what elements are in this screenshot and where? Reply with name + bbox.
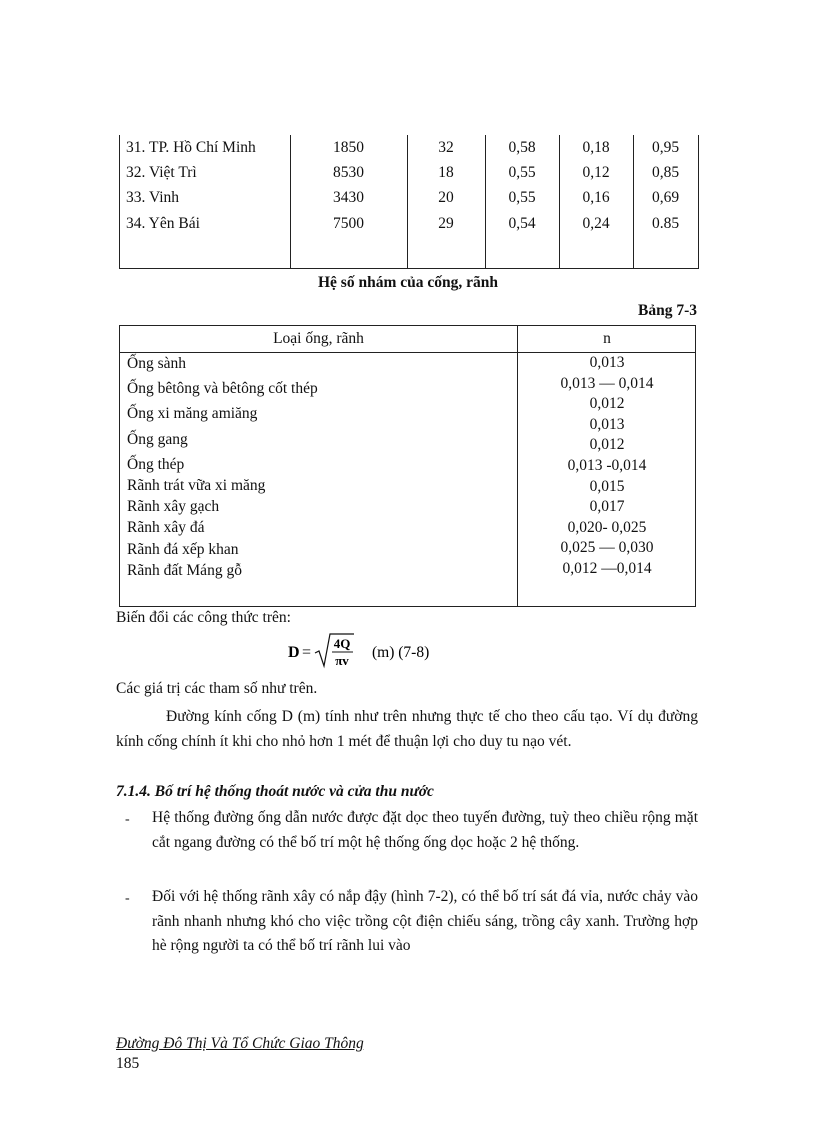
header-n: n xyxy=(603,330,611,347)
svg-text:=: = xyxy=(302,644,312,661)
list-item: Rãnh xây đá xyxy=(127,519,205,537)
formula-number: (m) (7-8) xyxy=(372,644,430,661)
city-data-table xyxy=(119,135,699,269)
bullet-paragraph-2: Đối với hệ thống rãnh xây có nắp đậy (hình 7-2), có thể bố trí sát đá vỉa, nước chảy vào rãnh nhanh nhưng khó cho việc trồng cột điện chiếu sáng, trồng cây xanh. Trường hợp hè rộng người ta có thể bố trí rãnh lui vào xyxy=(152,888,698,954)
list-item: 0,017 xyxy=(589,498,625,516)
footer-title: Đường Đô Thị Và Tổ Chức Giao Thông xyxy=(116,1035,364,1052)
formula-graphic xyxy=(288,628,458,672)
params-text: Các giá trị các tham số như trên. xyxy=(116,680,318,697)
list-item: Ống bêtông và bêtông cốt thép xyxy=(127,380,318,398)
list-item: Rãnh trát vữa xi măng xyxy=(127,476,266,494)
list-item: Ống thép xyxy=(127,455,185,473)
page-number: 185 xyxy=(116,1055,140,1072)
table-row: 34. Yên Bái 7500 29 0,54 0,24 0.85 xyxy=(126,215,680,232)
list-item: 0,012 xyxy=(589,436,625,454)
formula-numerator: 4Q xyxy=(333,636,351,651)
list-item: 0,025 — 0,030 xyxy=(560,539,654,557)
table-row: 31. TP. Hồ Chí Minh 1850 32 0,58 0,18 0,95 xyxy=(126,139,680,156)
list-item: 0,020- 0,025 xyxy=(567,518,647,536)
bullet-paragraph-1: Hệ thống đường ống dẫn nước được đặt dọc theo tuyến đường, tuỳ theo chiều rộng mặt cắt ngang đường có thể bố trí một hệ thống ống dọc hoặc 2 hệ thống. xyxy=(152,809,698,851)
list-item: 0,013 -0,014 xyxy=(567,456,647,474)
formula-7-8 xyxy=(288,628,458,672)
header-pipe-type: Loại ống, rãnh xyxy=(273,330,364,347)
table-row: 33. Vinh 3430 20 0,55 0,16 0,69 xyxy=(126,189,680,206)
list-item: Ống xi măng amiăng xyxy=(127,405,258,423)
pipe-type-list xyxy=(127,353,512,581)
formula-denominator: πv xyxy=(335,653,349,668)
list-item: 0,012 xyxy=(589,395,625,413)
list-item: 0,012 —0,014 xyxy=(562,559,652,577)
list-item: Rãnh đá xếp khan xyxy=(127,540,239,558)
formula-lhs: D xyxy=(288,644,300,661)
list-item: 0,013 xyxy=(589,354,625,371)
list-item: 0,013 xyxy=(589,415,625,433)
list-item: 0,015 xyxy=(589,477,625,495)
table-caption: Hệ số nhám của cống, rãnh xyxy=(318,274,498,291)
list-item: Ống sành xyxy=(127,355,186,372)
table-number: Bảng 7-3 xyxy=(638,302,697,319)
list-item: Rãnh xây gạch xyxy=(127,498,220,516)
bullet-icon: - xyxy=(125,891,130,906)
table-row: 32. Việt Trì 8530 18 0,55 0,12 0,85 xyxy=(126,164,680,181)
list-item: Rãnh đất Máng gỗ xyxy=(127,561,242,579)
diameter-paragraph: Đường kính cống D (m) tính như trên nhưng thực tế cho theo cấu tạo. Ví dụ đường kính cống chính ít khi cho nhỏ hơn 1 mét để thuận lợi cho duy tu nạo vét. xyxy=(116,708,698,750)
list-item: Ống gang xyxy=(127,430,188,448)
transform-text: Biến đổi các công thức trên: xyxy=(116,609,291,626)
roughness-table xyxy=(119,325,696,607)
bullet-icon: - xyxy=(125,812,130,827)
section-heading: 7.1.4. Bố trí hệ thống thoát nước và cửa thu nước xyxy=(116,783,434,800)
n-value-list xyxy=(518,353,696,580)
list-item: 0,013 — 0,014 xyxy=(560,374,654,392)
